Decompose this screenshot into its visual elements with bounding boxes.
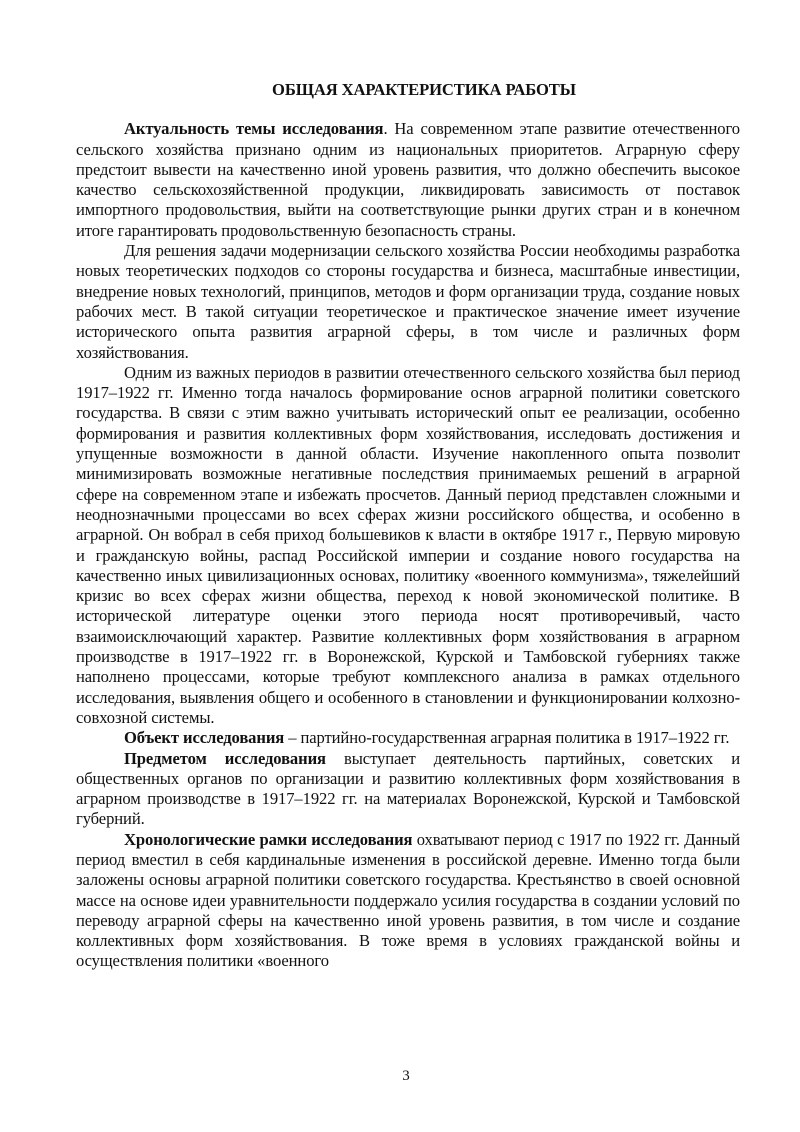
paragraph-text: Для решения задачи модернизации сельского хозяйства России необходимы разработка новых теоретических подходов со стороны государства и бизнеса, масштабные инвестиции, внедрение новых технологий, принципов, методов и форм организации труда, создание новых рабочих мест. В такой ситуации теоретическое и практическое значение имеет изучение исторического опыта развития аграрной сферы, в том числе и различных форм хозяйствования. xyxy=(76,241,740,362)
paragraph-lead: Хронологические рамки исследования xyxy=(124,829,413,849)
paragraph-text: . На современном этапе развитие отечественного сельского хозяйства признано одним из национальных приоритетов. Аграрную сферу предстоит вывести на качественно иной уровень развития, что должно обеспечить высокое качество сельскохозяйственной продукции, ликвидировать зависимость от поставок импортного продовольствия, выйти на соответствующие рынки других стран и в конечном итоге гарантировать продовольственную безопасность страны. xyxy=(76,119,740,240)
paragraph-lead: Предметом исследования xyxy=(124,748,326,768)
paragraph-text: выступает деятельность партийных, советских и общественных органов по организации и развитию коллективных форм хозяйствования в аграрном производстве в 1917–1922 гг. на материалах Воронежской, Курской и Тамбовской губерний. xyxy=(76,748,740,829)
paragraph-text: – партийно-государственная аграрная политика в 1917–1922 гг. xyxy=(284,728,730,748)
paragraph-chronology xyxy=(76,830,740,972)
paragraph-relevance xyxy=(76,119,740,241)
paragraph-historical-period xyxy=(76,363,740,728)
paragraph-text: Одним из важных периодов в развитии отечественного сельского хозяйства был период 1917–1922 гг. Именно тогда началось формирование основ аграрной политики советского государства. В связи с этим важно учитывать исторический опыт ее реализации, особенно формирования и развития коллективных форм хозяйствования, исследовать достижения и упущенные возможности в данной области. Изучение накопленного опыта позволит минимизировать возможные негативные последствия принимаемых решений в аграрной сфере на современном этапе и избежать просчетов. Данный период представлен сложными и неоднозначными процессами во всех сферах жизни российского общества, и особенно в аграрной. Он вобрал в себя приход большевиков к власти в октябре 1917 г., Первую мировую и гражданскую войны, распад Российской империи и создание нового государства на качественно иных цивилизационных основах, политику «военного коммунизма», тяжелейший кризис во всех сферах жизни общества, переход к новой экономической политике. В исторической литературе оценки этого периода носят противоречивый, часто взаимоисключающий характер. Развитие коллективных форм хозяйствования в аграрном производстве в 1917–1922 гг. в Воронежской, Курской и Тамбовской губерниях также наполнено процессами, которые требуют комплексного анализа в рамках отдельного исследования, выявления общего и особенного в становлении и функционировании колхозно-совхозной системы. xyxy=(76,362,740,727)
paragraph-object xyxy=(76,728,740,748)
document-body xyxy=(76,80,740,972)
paragraph-subject xyxy=(76,749,740,830)
section-title: ОБЩАЯ ХАРАКТЕРИСТИКА РАБОТЫ xyxy=(272,80,576,99)
paragraph-lead: Объект исследования xyxy=(124,728,285,748)
paragraph-modernization xyxy=(76,241,740,363)
paragraph-text: охватывают период с 1917 по 1922 гг. Данный период вместил в себя кардинальные изменения в российской деревне. Именно тогда были заложены основы аграрной политики советского государства. Крестьянство в своей основной массе на основе идеи уравнительности поддержало усилия государства в создании условий по переводу аграрной сферы на качественно иной уровень развития, в том числе и создание коллективных форм хозяйствования. В тоже время в условиях гражданской войны и осуществления политики «военного xyxy=(76,829,741,971)
paragraph-lead: Актуальность темы исследования xyxy=(124,119,384,139)
page-number: 3 xyxy=(402,1068,410,1084)
